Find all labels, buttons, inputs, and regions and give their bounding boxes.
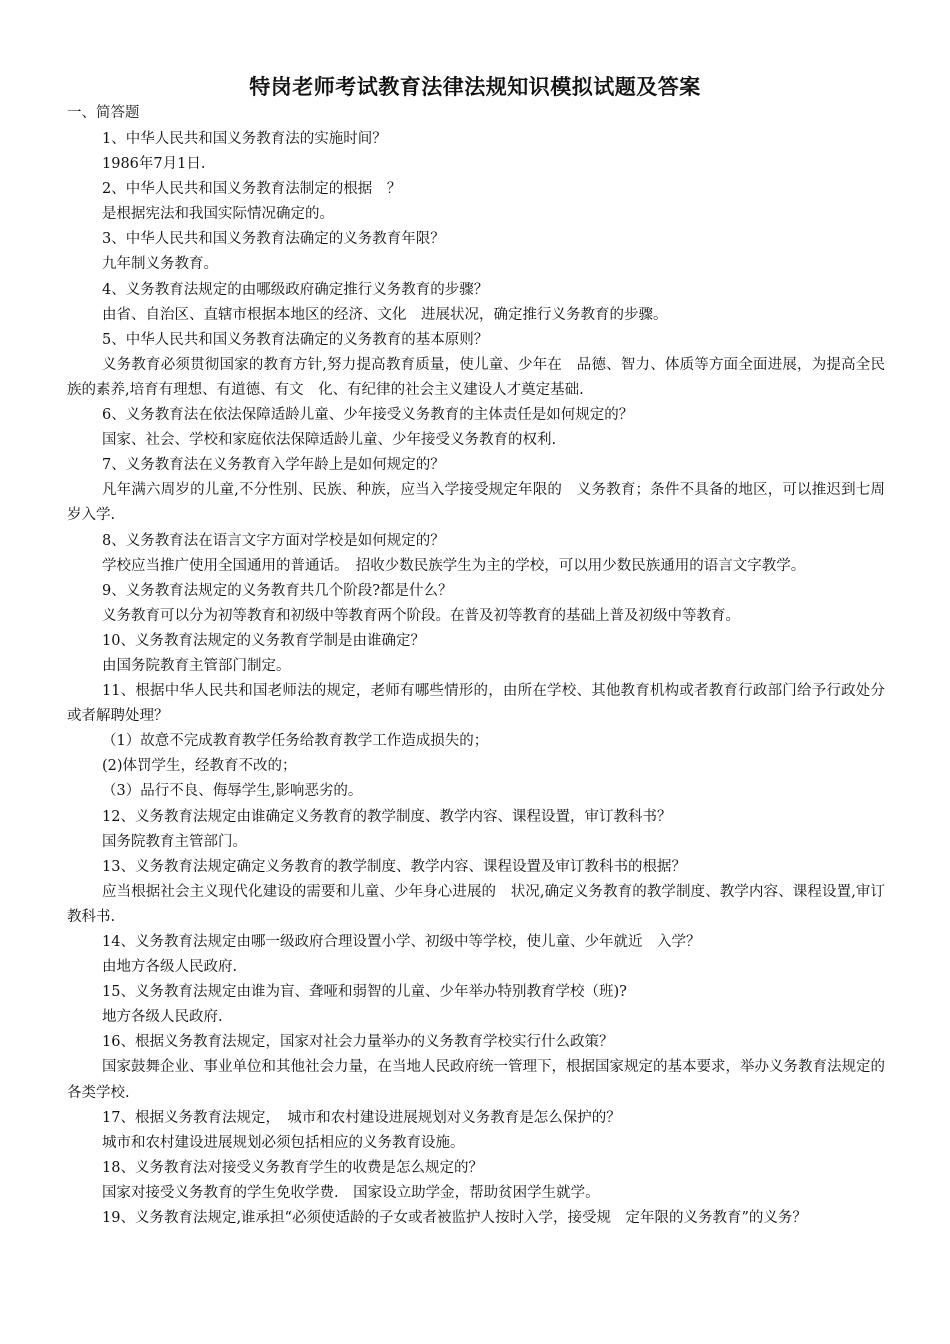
answer-paragraph: 1986年7月1日. (102, 156, 206, 173)
question-paragraph: 10、义务教育法规定的义务教育学制是由谁确定？ (102, 632, 425, 649)
answer-paragraph: 国家对接受义务教育的学生免收学费. 国家设立助学金，帮助贫困学生就学。 (102, 1184, 600, 1201)
question-paragraph: 18、义务教育法对接受义务教育学生的收费是怎么规定的？ (102, 1159, 483, 1176)
question-paragraph: 19、义务教育法规定,谁承担“必须使适龄的子女或者被监护人按时入学，接受规 定年限的义务教育”的义务？ (102, 1210, 807, 1227)
question-paragraph: 1、中华人民共和国义务教育法的实施时间？ (102, 131, 387, 147)
question-paragraph: 15、义务教育法规定由谁为盲、聋哑和弱智的儿童、少年举办特别教育学校（班)? (102, 984, 627, 1001)
question-paragraph: 14、义务教育法规定由哪一级政府合理设置小学、初级中等学校，使儿童、少年就近 入学？ (102, 934, 701, 950)
answer-paragraph: 城市和农村建设进展规划必须包括相应的义务教育设施。 (102, 1134, 465, 1151)
document-title: 特岗老师考试教育法律法规知识模拟试题及答案 (249, 75, 701, 99)
answer-paragraph: 义务教育必须贯彻国家的教育方针,努力提高教育质量，使儿童、少年在 品德、智力、体质等方面全面进展，为提高全民族的素养,培育有理想、有道德、有文 化、有纪律的社会主义建设人才奠定基础. (67, 356, 885, 398)
answer-paragraph: (2)体罚学生，经教育不改的； (102, 758, 297, 775)
answer-paragraph: 国务院教育主管部门。 (102, 833, 247, 850)
question-paragraph: 9、义务教育法规定的义务教育共几个阶段?都是什么？ (102, 582, 453, 599)
answer-paragraph: 应当根据社会主义现代化建设的需要和儿童、少年身心进展的 状况,确定义务教育的教学制度、教学内容、课程设置,审订教科书. (67, 883, 885, 925)
question-paragraph: 2、中华人民共和国义务教育法制定的根据 ？ (102, 181, 402, 198)
question-paragraph: 6、义务教育法在依法保障适龄儿童、少年接受义务教育的主体责任是如何规定的？ (102, 407, 634, 424)
question-paragraph: 16、根据义务教育法规定，国家对社会力量举办的义务教育学校实行什么政策？ (102, 1034, 614, 1051)
answer-paragraph: 国家鼓舞企业、事业单位和其他社会力量，在当地人民政府统一管理下，根据国家规定的基本要求，举办义务教育法规定的各类学校. (67, 1059, 885, 1101)
answer-paragraph: （1）故意不完成教育教学任务给教育教学工作造成损失的； (102, 733, 489, 750)
question-paragraph: 7、义务教育法在义务教育入学年龄上是如何规定的？ (102, 457, 445, 474)
question-paragraph: 4、义务教育法规定的由哪级政府确定推行义务教育的步骤？ (102, 281, 489, 298)
question-paragraph: 13、义务教育法规定确定义务教育的教学制度、教学内容、课程设置及审订教科书的根据？ (102, 858, 686, 875)
question-paragraph: 12、义务教育法规定由谁确定义务教育的教学制度、教学内容、课程设置，审订教科书？ (102, 808, 672, 825)
section-heading: 一、简答题 (67, 105, 140, 121)
answer-paragraph: 由国务院教育主管部门制定。 (102, 657, 291, 674)
question-paragraph: 8、义务教育法在语言文字方面对学校是如何规定的？ (102, 532, 445, 549)
answer-paragraph: （3）品行不良、侮辱学生,影响恶劣的。 (102, 783, 363, 800)
answer-paragraph: 由省、自治区、直辖市根据本地区的经济、文化 进展状况，确定推行义务教育的步骤。 (102, 306, 668, 323)
answer-paragraph: 是根据宪法和我国实际情况确定的。 (102, 206, 334, 223)
answer-paragraph: 凡年满六周岁的儿童,不分性别、民族、种族，应当入学接受规定年限的 义务教育；条件不具备的地区，可以推迟到七周岁入学. (67, 482, 885, 524)
answer-paragraph: 九年制义务教育。 (102, 256, 218, 273)
answer-paragraph: 义务教育可以分为初等教育和初级中等教育两个阶段。在普及初等教育的基础上普及初级中等教育。 (102, 607, 740, 624)
answer-paragraph: 地方各级人民政府. (102, 1009, 223, 1026)
question-paragraph: 11、根据中华人民共和国老师法的规定，老师有哪些情形的，由所在学校、其他教育机构或者教育行政部门给予行政处分或者解聘处理？ (67, 683, 885, 725)
document-body (67, 127, 885, 1231)
question-paragraph: 3、中华人民共和国义务教育法确定的义务教育年限？ (102, 231, 445, 248)
answer-paragraph: 学校应当推广使用全国通用的普通话。 招收少数民族学生为主的学校，可以用少数民族通用的语言文字教学。 (102, 557, 806, 574)
answer-paragraph: 由地方各级人民政府. (102, 959, 238, 976)
question-paragraph: 17、根据义务教育法规定， 城市和农村建设进展规划对义务教育是怎么保护的？ (102, 1109, 621, 1126)
answer-paragraph: 国家、社会、学校和家庭依法保障适龄儿童、少年接受义务教育的权利. (102, 432, 557, 449)
question-paragraph: 5、中华人民共和国义务教育法确定的义务教育的基本原则？ (102, 331, 489, 348)
